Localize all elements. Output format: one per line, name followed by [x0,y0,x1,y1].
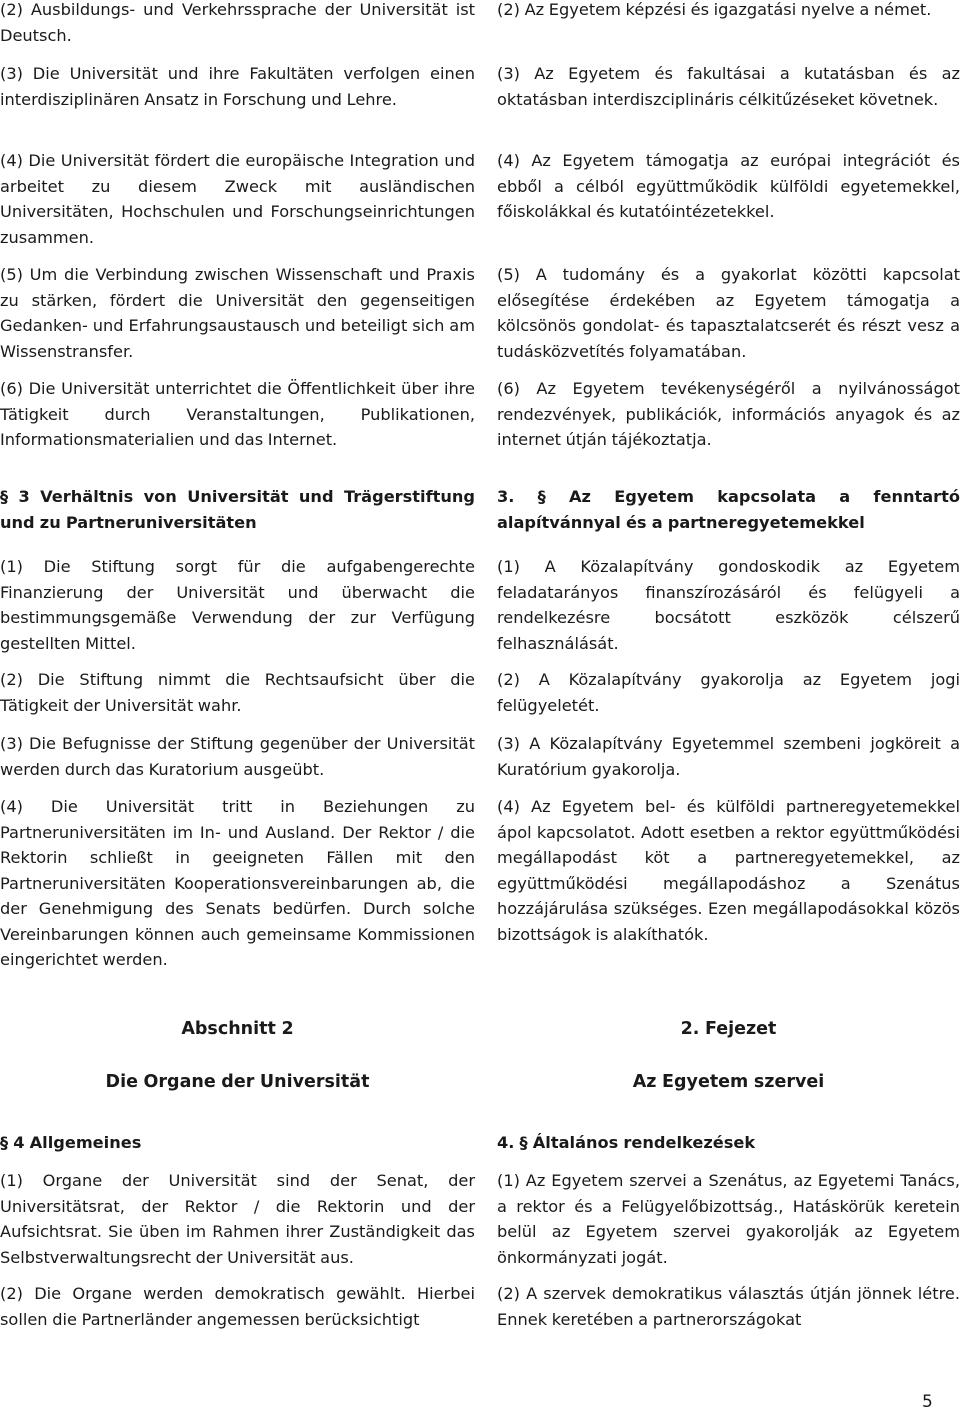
hu-paragraph-4-2: (2) A szervek demokratikus választás útján jönnek létre. Ennek keretében a partnerországokat [497,1284,960,1329]
hu-paragraph-1-4: (4) Az Egyetem támogatja az európai integrációt és ebből a célból együttműködik külföldi egyetemekkel, főiskolákkal és kutatóintézetekkel. [497,151,960,221]
hu-chapter-label: 2. Fejezet [680,1019,777,1039]
hu-paragraph-4-1: (1) Az Egyetem szervei a Szenátus, az Egyetemi Tanács, a rektor és a Felügyelőbizottság., Hatáskörük keretein belül az Egyetem szervei gyakorolják az Egyetem önkormányzati jogát. [497,1171,960,1267]
de-paragraph-1-5: (5) Um die Verbindung zwischen Wissenschaft und Praxis zu stärken, fördert die Universität den gegenseitigen Gedanken- und Erfahrungsaustausch und beteiligt sich am Wissenstransfer. [0,265,475,361]
hu-heading-section-3: 3. § Az Egyetem kapcsolata a fenntartó alapítvánnyal és a partneregyetemekkel [497,487,960,532]
page-number: 5 [922,1392,933,1412]
hu-paragraph-3-3: (3) A Közalapítvány Egyetemmel szembeni jogköreit a Kuratórium gyakorolja. [497,734,960,779]
hu-paragraph-1-2: (2) Az Egyetem képzési és igazgatási nyelve a német. [497,0,932,19]
de-paragraph-1-3: (3) Die Universität und ihre Fakultäten verfolgen einen interdisziplinären Ansatz in Forschung und Lehre. [0,64,475,109]
de-chapter-title: Die Organe der Universität [105,1072,370,1092]
de-heading-section-3: § 3 Verhältnis von Universität und Trägerstiftung und zu Partneruniversitäten [0,487,475,532]
de-paragraph-1-4: (4) Die Universität fördert die europäische Integration und arbeitet zu diesem Zweck mit ausländischen Universitäten, Hochschulen und Forschungseinrichtungen zusammen. [0,151,475,247]
hu-heading-section-4: 4. § Általános rendelkezések [497,1133,756,1152]
de-paragraph-1-6: (6) Die Universität unterrichtet die Öffentlichkeit über ihre Tätigkeit durch Veranstaltungen, Publikationen, Informationsmaterialien und das Internet. [0,379,475,449]
de-paragraph-3-3: (3) Die Befugnisse der Stiftung gegenüber der Universität werden durch das Kuratorium ausgeübt. [0,734,475,779]
hu-paragraph-3-1: (1) A Közalapítvány gondoskodik az Egyetem feladatarányos finanszírozásáról és felügyeli a rendelkezésre bocsátott eszközök célszerű felhasználását. [497,557,960,653]
de-paragraph-3-1: (1) Die Stiftung sorgt für die aufgabengerechte Finanzierung der Universität und überwacht die bestimmungsgemäße Verwendung der zur Verfügung gestellten Mittel. [0,557,475,653]
de-heading-section-4: § 4 Allgemeines [0,1133,142,1152]
hu-paragraph-3-2: (2) A Közalapítvány gyakorolja az Egyetem jogi felügyeletét. [497,670,960,715]
de-paragraph-1-2: (2) Ausbildungs- und Verkehrssprache der Universität ist Deutsch. [0,0,475,45]
de-paragraph-4-1: (1) Organe der Universität sind der Senat, der Universitätsrat, der Rektor / die Rektorin und der Aufsichtsrat. Sie üben im Rahmen ihrer Zuständigkeit das Selbstverwaltungsrecht der Universität aus. [0,1171,475,1267]
hu-paragraph-1-6: (6) Az Egyetem tevékenységéről a nyilvánosságot rendezvények, publikációk, információs anyagok és az internet útján tájékoztatja. [497,379,960,449]
hu-paragraph-1-3: (3) Az Egyetem és fakultásai a kutatásban és az oktatásban interdiszciplináris célkitűzéseket követnek. [497,64,960,109]
de-chapter-label: Abschnitt 2 [181,1019,294,1039]
hu-paragraph-3-4: (4) Az Egyetem bel- és külföldi partneregyetemekkel ápol kapcsolatot. Adott esetben a rektor együttműködési megállapodást köt a partneregyetemekkel, az együttműködési megállapodáshoz a Szenátus hozzájárulása szükséges. Ezen megállapodásokkal közös bizottságok is alakíthatók. [497,797,960,944]
de-paragraph-3-2: (2) Die Stiftung nimmt die Rechtsaufsicht über die Tätigkeit der Universität wahr. [0,670,475,715]
hu-chapter-title: Az Egyetem szervei [632,1072,825,1092]
de-paragraph-3-4: (4) Die Universität tritt in Beziehungen zu Partneruniversitäten im In- und Ausland. Der Rektor / die Rektorin schließt in geeigneten Fällen mit den Partneruniversitäten Kooperationsvereinbarungen ab, die der Genehmigung des Senats bedürfen. Durch solche Vereinbarungen können auch gemeinsame Kommissionen eingerichtet werden. [0,797,475,969]
de-paragraph-4-2: (2) Die Organe werden demokratisch gewählt. Hierbei sollen die Partnerländer angemessen berücksichtigt [0,1284,475,1329]
hu-paragraph-1-5: (5) A tudomány és a gyakorlat közötti kapcsolat elősegítése érdekében az Egyetem támogatja a kölcsönös gondolat- és tapasztalatcserét és részt vesz a tudásközvetítés folyamatában. [497,265,960,361]
